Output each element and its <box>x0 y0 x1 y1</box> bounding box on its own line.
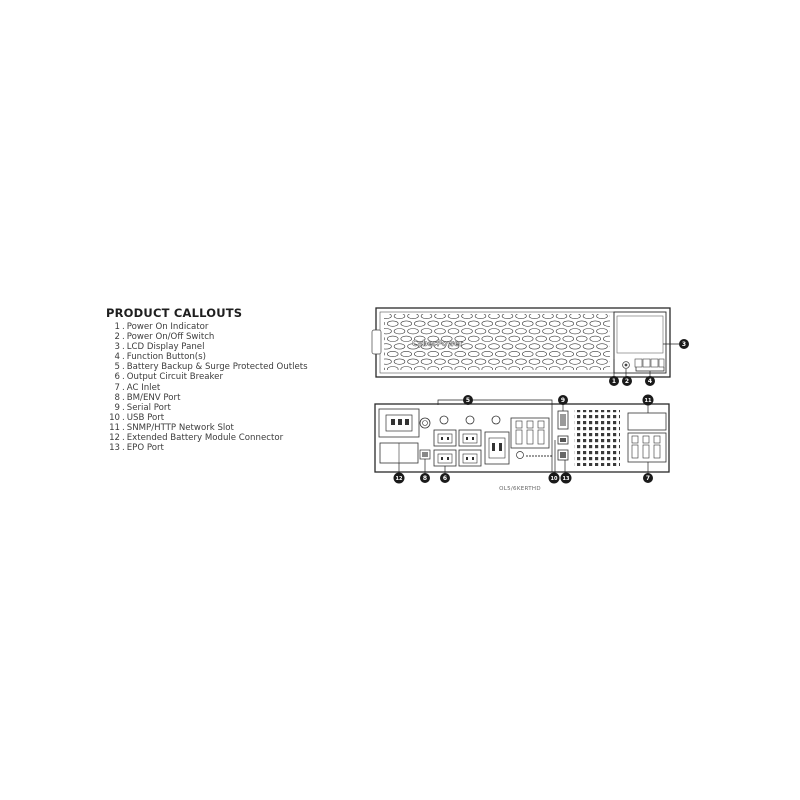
grill-perforation <box>522 351 533 356</box>
legend-item-number: 8 <box>114 392 120 403</box>
function-button <box>651 359 658 367</box>
grill-perforation <box>462 329 473 334</box>
grill-perforation <box>563 336 574 341</box>
grill-perforation <box>435 329 446 334</box>
legend-item-label: Power On Indicator <box>126 322 209 332</box>
grill-perforation <box>549 336 560 341</box>
grill-perforation <box>576 321 587 326</box>
terminal-post <box>643 445 649 458</box>
grill-perforation <box>536 336 547 341</box>
grill-perforation <box>536 321 547 326</box>
grill-perforation <box>421 313 432 318</box>
terminal-post <box>516 430 522 444</box>
callout-badge-13 <box>561 473 572 484</box>
grill-perforation <box>441 351 452 356</box>
legend-item-label: Extended Battery Module Connector <box>126 433 284 444</box>
grill-perforation <box>455 321 466 326</box>
output-circuit-breaker <box>492 416 500 424</box>
grill-perforation <box>570 359 581 364</box>
grill-perforation <box>462 359 473 364</box>
outlet-pin <box>499 443 502 451</box>
outlet-pin <box>466 437 468 440</box>
grill-perforation <box>495 351 506 356</box>
fan-vent-pattern <box>574 410 620 466</box>
grill-perforation <box>489 313 500 318</box>
model-label: OL5/6KERTHD <box>499 486 541 492</box>
terminal-screw <box>538 421 544 428</box>
legend-item-label: Battery Backup & Surge Protected Outlets <box>126 362 308 373</box>
grill-perforation <box>556 313 567 318</box>
output-terminal-block <box>511 418 549 448</box>
callout-badge-4 <box>645 376 655 386</box>
grill-perforation <box>563 321 574 326</box>
grill-perforation <box>570 329 581 334</box>
grill-perforation <box>590 336 601 341</box>
legend-item-label: USB Port <box>126 412 165 423</box>
bm-env-port-jack <box>422 452 428 457</box>
legend-item-number: 3 <box>114 342 120 353</box>
grill-perforation <box>502 344 513 349</box>
legend-item-number: 9 <box>114 402 120 413</box>
callout-badge-2 <box>622 376 632 386</box>
grill-perforation <box>597 313 608 318</box>
grill-perforation <box>448 359 459 364</box>
callout-badge-1 <box>609 376 619 386</box>
legend-item: 13 . EPO Port <box>106 443 356 453</box>
grill-perforation <box>448 313 459 318</box>
grill-perforation <box>509 351 520 356</box>
outlet-face <box>463 454 477 463</box>
grill-perforation <box>435 359 446 364</box>
rear-panel <box>375 404 669 472</box>
grill-perforation <box>401 336 412 341</box>
grill-perforation <box>576 351 587 356</box>
grill-perforation <box>441 321 452 326</box>
grill-perforation <box>455 351 466 356</box>
grill-perforation <box>408 329 419 334</box>
callout-badge-label: 13 <box>562 476 570 482</box>
output-circuit-breaker <box>440 416 448 424</box>
grill-perforation <box>495 336 506 341</box>
grill-perforation <box>489 359 500 364</box>
label-dot <box>538 455 540 457</box>
legend-item-label: LCD Display Panel <box>126 342 205 353</box>
outlet-pin <box>447 437 449 440</box>
grill-perforation <box>543 329 554 334</box>
grill-perforation <box>590 351 601 356</box>
callout-badge-10 <box>549 473 560 484</box>
legend-item: 12 . Extended Battery Module Connector <box>106 433 356 443</box>
callout-badge-12 <box>394 473 405 484</box>
grill-perforation <box>387 336 398 341</box>
grill-perforation <box>414 321 425 326</box>
grill-perforation <box>597 344 608 349</box>
grill-perforation <box>475 329 486 334</box>
grill-perforation <box>502 329 513 334</box>
ac-inlet-terminal-block <box>628 433 666 462</box>
callout-badge-label: 10 <box>550 476 558 482</box>
grill-perforation <box>475 344 486 349</box>
grill-perforation <box>489 329 500 334</box>
grill-perforation <box>522 336 533 341</box>
grill-perforation <box>401 321 412 326</box>
grill-perforation <box>414 351 425 356</box>
legend-item-label: AC Inlet <box>126 382 161 393</box>
legend-item-number: 4 <box>114 352 120 363</box>
legend-item-number: 2 <box>114 332 120 343</box>
legend-item: 11 . SNMP/HTTP Network Slot <box>106 423 356 433</box>
grill-perforation <box>516 344 527 349</box>
grill-perforation <box>516 313 527 318</box>
grill-perforation <box>509 336 520 341</box>
grill-perforation <box>556 344 567 349</box>
grill-perforation <box>583 329 594 334</box>
callout-badge-6 <box>440 473 450 483</box>
legend-item-label: EPO Port <box>126 443 164 454</box>
callout-badge-label: 8 <box>422 475 428 482</box>
grill-perforation <box>428 351 439 356</box>
legend-item-number: 6 <box>114 372 120 383</box>
grill-perforation <box>468 321 479 326</box>
grill-perforation <box>563 351 574 356</box>
callout-badge-label: 5 <box>465 397 471 404</box>
front-panel <box>367 308 670 377</box>
callout-badge-label: 4 <box>647 378 653 385</box>
grill-perforation <box>549 321 560 326</box>
callout-badge-label: 3 <box>681 341 687 348</box>
grill-perforation <box>428 321 439 326</box>
function-button <box>659 359 664 367</box>
outlet-c13 <box>459 430 481 446</box>
legend-item-label: Power On/Off Switch <box>126 332 215 343</box>
grill-perforation <box>387 351 398 356</box>
outlet-pin <box>466 457 468 460</box>
grill-perforation <box>394 329 405 334</box>
brand-logo: CyberPower <box>412 339 463 348</box>
outlet-pin <box>441 437 443 440</box>
grill-perforation <box>522 321 533 326</box>
terminal-post <box>632 445 638 458</box>
callout-badge-label: 9 <box>560 397 566 404</box>
callout-badge-7 <box>643 473 653 483</box>
legend-item: 6 . Output Circuit Breaker <box>106 372 356 382</box>
grill-perforation <box>529 329 540 334</box>
grill-perforation <box>590 321 601 326</box>
callout-badge-label: 6 <box>442 475 448 482</box>
grill-perforation <box>421 329 432 334</box>
grill-perforation <box>462 344 473 349</box>
socket-pin <box>405 419 409 425</box>
label-dot <box>547 455 549 457</box>
terminal-post <box>654 445 660 458</box>
legend-item-label: Output Circuit Breaker <box>126 372 223 383</box>
legend-title: PRODUCT CALLOUTS <box>106 306 243 320</box>
grill-perforation <box>482 336 493 341</box>
function-button <box>643 359 650 367</box>
grill-perforation <box>475 313 486 318</box>
socket-pin <box>398 419 402 425</box>
outlet-face <box>438 454 452 463</box>
legend-item: 2 . Power On/Off Switch <box>106 332 356 342</box>
grill-perforation <box>408 359 419 364</box>
outlet-face <box>489 438 505 458</box>
terminal-screw <box>654 436 660 443</box>
callout-badge-11 <box>643 395 654 406</box>
legend-item-number: 11 <box>109 422 120 433</box>
snmp-network-slot <box>628 413 666 430</box>
usb-port-jack <box>560 438 566 442</box>
function-button <box>635 359 642 367</box>
legend-item-number: 7 <box>114 382 120 393</box>
power-switch-icon <box>625 364 628 367</box>
front-handle <box>372 330 381 354</box>
grill-perforation <box>529 359 540 364</box>
legend-item-number: 13 <box>109 443 120 454</box>
grill-perforation <box>570 313 581 318</box>
grill-perforation <box>394 344 405 349</box>
outlet-pin <box>447 457 449 460</box>
serial-port-pins <box>560 414 566 426</box>
socket-pin <box>391 419 395 425</box>
grill-perforation <box>435 313 446 318</box>
epo-port-jack <box>560 452 566 458</box>
label-dot <box>541 455 543 457</box>
grill-perforation <box>502 313 513 318</box>
output-circuit-breaker <box>466 416 474 424</box>
grill-perforation <box>516 329 527 334</box>
grill-perforation <box>462 313 473 318</box>
outlet-pin <box>441 457 443 460</box>
callout-badge-8 <box>420 473 430 483</box>
grill-perforation <box>583 313 594 318</box>
terminal-screw <box>643 436 649 443</box>
terminal-post <box>527 430 533 444</box>
label-dot <box>529 455 531 457</box>
label-dot <box>526 455 528 457</box>
grill-perforation <box>495 321 506 326</box>
grill-perforation <box>421 359 432 364</box>
legend-item: 8 . BM/ENV Port <box>106 393 356 403</box>
legend-item-label: Function Button(s) <box>126 352 206 363</box>
outlet-c19 <box>485 432 509 464</box>
grill-perforation <box>394 359 405 364</box>
legend-item: 4 . Function Button(s) <box>106 352 356 362</box>
grill-perforation <box>448 329 459 334</box>
legend-item: 10 . USB Port <box>106 413 356 423</box>
outlet-face <box>463 434 477 443</box>
grill-perforation <box>529 313 540 318</box>
legend-item: 1 . Power On Indicator <box>106 322 356 332</box>
legend-item-number: 5 <box>114 362 120 373</box>
callout-badge-label: 12 <box>395 476 403 482</box>
terminal-screw <box>516 421 522 428</box>
legend-item: 5 . Battery Backup & Surge Protected Outlets <box>106 362 356 372</box>
outlet-pin <box>492 443 495 451</box>
callout-badge-3 <box>679 339 689 349</box>
callout-badge-label: 1 <box>611 378 617 385</box>
grill-perforation <box>468 336 479 341</box>
grill-perforation <box>543 313 554 318</box>
grill-perforation <box>583 359 594 364</box>
grill-perforation <box>468 351 479 356</box>
legend-item: 7 . AC Inlet <box>106 383 356 393</box>
grill-perforation <box>597 329 608 334</box>
legend-item: 3 . LCD Display Panel <box>106 342 356 352</box>
label-dot <box>544 455 546 457</box>
legend-item-label: SNMP/HTTP Network Slot <box>126 422 234 433</box>
rear-fan-vent <box>574 410 620 466</box>
grill-perforation <box>543 359 554 364</box>
legend-item-label: BM/ENV Port <box>126 392 181 403</box>
rear-label-dots <box>526 455 552 457</box>
grill-perforation <box>502 359 513 364</box>
grill-perforation <box>408 313 419 318</box>
grill-perforation <box>549 351 560 356</box>
outlet-pin <box>472 457 474 460</box>
callout-badge-label: 11 <box>644 398 652 404</box>
grill-perforation <box>583 344 594 349</box>
grill-perforation <box>597 359 608 364</box>
label-dot <box>532 455 534 457</box>
grill-perforation <box>482 321 493 326</box>
grill-perforation <box>394 313 405 318</box>
legend-item-number: 12 <box>109 433 120 444</box>
grill-perforation <box>387 321 398 326</box>
grill-perforation <box>489 344 500 349</box>
outlet-pin <box>472 437 474 440</box>
legend-item-number: 10 <box>109 412 120 423</box>
legend-item-number: 1 <box>114 322 120 332</box>
input-breaker-knob <box>423 421 428 426</box>
legend-item-label: Serial Port <box>126 402 171 413</box>
grill-perforation <box>509 321 520 326</box>
label-dot <box>550 455 552 457</box>
label-dot <box>535 455 537 457</box>
grill-perforation <box>516 359 527 364</box>
callout-badge-5 <box>463 395 473 405</box>
callout-badge-9 <box>558 395 568 405</box>
grill-perforation <box>475 359 486 364</box>
terminal-screw <box>632 436 638 443</box>
outlet-c13 <box>434 450 456 466</box>
grill-perforation <box>570 344 581 349</box>
callout-badge-label: 7 <box>645 475 651 482</box>
grill-perforation <box>401 351 412 356</box>
outlet-c13 <box>459 450 481 466</box>
grill-perforation <box>576 336 587 341</box>
terminal-screw <box>527 421 533 428</box>
terminal-breaker <box>517 452 524 459</box>
legend-item: 9 . Serial Port <box>106 403 356 413</box>
grill-perforation <box>556 329 567 334</box>
outlet-face <box>438 434 452 443</box>
terminal-post <box>538 430 544 444</box>
grill-perforation <box>529 344 540 349</box>
grill-perforation <box>543 344 554 349</box>
outlet-c13 <box>434 430 456 446</box>
grill-perforation <box>556 359 567 364</box>
grill-perforation <box>482 351 493 356</box>
callout-badge-label: 2 <box>624 378 630 385</box>
grill-perforation <box>536 351 547 356</box>
